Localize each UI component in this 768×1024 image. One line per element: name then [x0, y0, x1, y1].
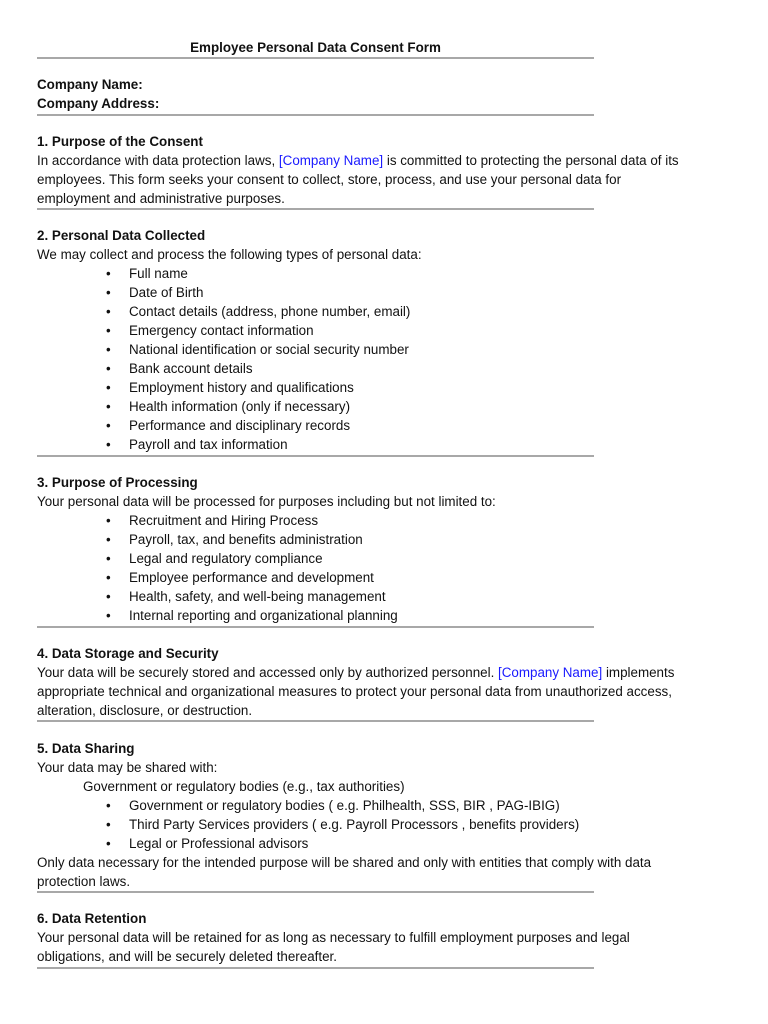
company-name-placeholder: [Company Name] — [498, 665, 603, 680]
bullet-icon: • — [106, 399, 111, 414]
section-paragraph — [37, 151, 737, 208]
paragraph-text: is committed to protecting the personal data of its — [383, 153, 679, 168]
bullet-icon: • — [106, 342, 111, 357]
section-personal-data-collected — [37, 226, 737, 454]
paragraph-text: implements — [602, 665, 675, 680]
paragraph-text: In accordance with data protection laws, — [37, 153, 279, 168]
list-item: • Government or regulatory bodies ( e.g. Philhealth, SSS, BIR , PAG-IBIG) — [106, 798, 560, 813]
bullet-icon: • — [106, 532, 111, 547]
list-item: • National identification or social security number — [106, 342, 409, 357]
section-data-sharing — [37, 739, 737, 891]
paragraph-text: Your data will be securely stored and accessed only by authorized personnel. — [37, 665, 499, 680]
divider — [37, 208, 594, 210]
bullet-icon: • — [106, 817, 111, 832]
divider — [37, 891, 594, 893]
list-item: • Legal or Professional advisors — [106, 836, 309, 851]
divider — [37, 967, 594, 969]
section-heading: 1. Purpose of the Consent — [37, 134, 203, 149]
list-item: • Recruitment and Hiring Process — [106, 513, 319, 528]
bullet-icon: • — [106, 608, 111, 623]
list-item: • Employment history and qualifications — [106, 380, 354, 395]
list-item: • Date of Birth — [106, 285, 204, 300]
list-item: • Full name — [106, 266, 188, 281]
section-paragraph — [37, 663, 737, 720]
page-title: Employee Personal Data Consent Form — [190, 40, 441, 55]
divider — [37, 57, 594, 59]
list-item: • Emergency contact information — [106, 323, 314, 338]
section-intro: Your personal data will be processed for purposes including but not limited to: — [37, 494, 496, 509]
list-item: • Bank account details — [106, 361, 253, 376]
company-name-label: Company Name: — [37, 77, 143, 92]
section-purpose-of-processing — [37, 473, 737, 625]
indented-line: Government or regulatory bodies (e.g., tax authorities) — [83, 779, 405, 794]
section-intro: Your data may be shared with: — [37, 760, 218, 775]
section-data-storage-security — [37, 644, 737, 720]
bullet-icon: • — [106, 380, 111, 395]
bullet-icon: • — [106, 589, 111, 604]
section-intro: We may collect and process the following types of personal data: — [37, 247, 422, 262]
divider — [37, 626, 594, 628]
list-item: • Payroll and tax information — [106, 437, 288, 452]
paragraph-line: obligations, and will be securely deleted thereafter. — [37, 949, 337, 964]
divider — [37, 720, 594, 722]
bullet-list — [37, 796, 737, 853]
list-item: • Legal and regulatory compliance — [106, 551, 323, 566]
paragraph-line: appropriate technical and organizational measures to protect your personal data from unauthorized access, — [37, 684, 672, 699]
company-name-placeholder: [Company Name] — [278, 153, 384, 168]
divider — [37, 455, 594, 457]
list-item: • Payroll, tax, and benefits administration — [106, 532, 363, 547]
divider — [37, 114, 594, 116]
section-heading: 2. Personal Data Collected — [37, 228, 206, 243]
list-item: • Employee performance and development — [106, 570, 374, 585]
bullet-icon: • — [106, 437, 111, 452]
section-purpose-of-consent — [37, 132, 737, 208]
bullet-icon: • — [106, 551, 111, 566]
list-item: • Health, safety, and well-being management — [106, 589, 386, 604]
bullet-icon: • — [106, 266, 111, 281]
paragraph-line: Only data necessary for the intended purpose will be shared and only with entities that comply with data — [37, 855, 652, 870]
bullet-icon: • — [106, 361, 111, 376]
bullet-list — [37, 511, 737, 625]
paragraph-line: Your personal data will be retained for as long as necessary to fulfill employment purposes and legal — [37, 930, 630, 945]
bullet-icon: • — [106, 323, 111, 338]
bullet-icon: • — [106, 513, 111, 528]
paragraph-line: employees. This form seeks your consent to collect, store, process, and use your personal data for — [37, 172, 622, 187]
bullet-icon: • — [106, 798, 111, 813]
section-heading: 3. Purpose of Processing — [37, 475, 198, 490]
bullet-list — [37, 264, 737, 454]
list-item: • Performance and disciplinary records — [106, 418, 351, 433]
section-heading: 4. Data Storage and Security — [37, 646, 219, 661]
bullet-icon: • — [106, 570, 111, 585]
section-data-retention — [37, 909, 737, 966]
paragraph-line: protection laws. — [37, 874, 131, 889]
bullet-icon: • — [106, 285, 111, 300]
bullet-icon: • — [106, 836, 111, 851]
list-item: • Third Party Services providers ( e.g. Payroll Processors , benefits providers) — [106, 817, 580, 832]
paragraph-line: alteration, disclosure, or destruction. — [37, 703, 253, 718]
list-item: • Health information (only if necessary) — [106, 399, 351, 414]
paragraph-line: employment and administrative purposes. — [37, 191, 285, 206]
company-address-label: Company Address: — [37, 96, 160, 111]
bullet-icon: • — [106, 418, 111, 433]
bullet-icon: • — [106, 304, 111, 319]
company-info — [37, 75, 737, 113]
list-item: • Contact details (address, phone number, email) — [106, 304, 411, 319]
section-heading: 6. Data Retention — [37, 911, 147, 926]
list-item: • Internal reporting and organizational planning — [106, 608, 398, 623]
section-heading: 5. Data Sharing — [37, 741, 135, 756]
